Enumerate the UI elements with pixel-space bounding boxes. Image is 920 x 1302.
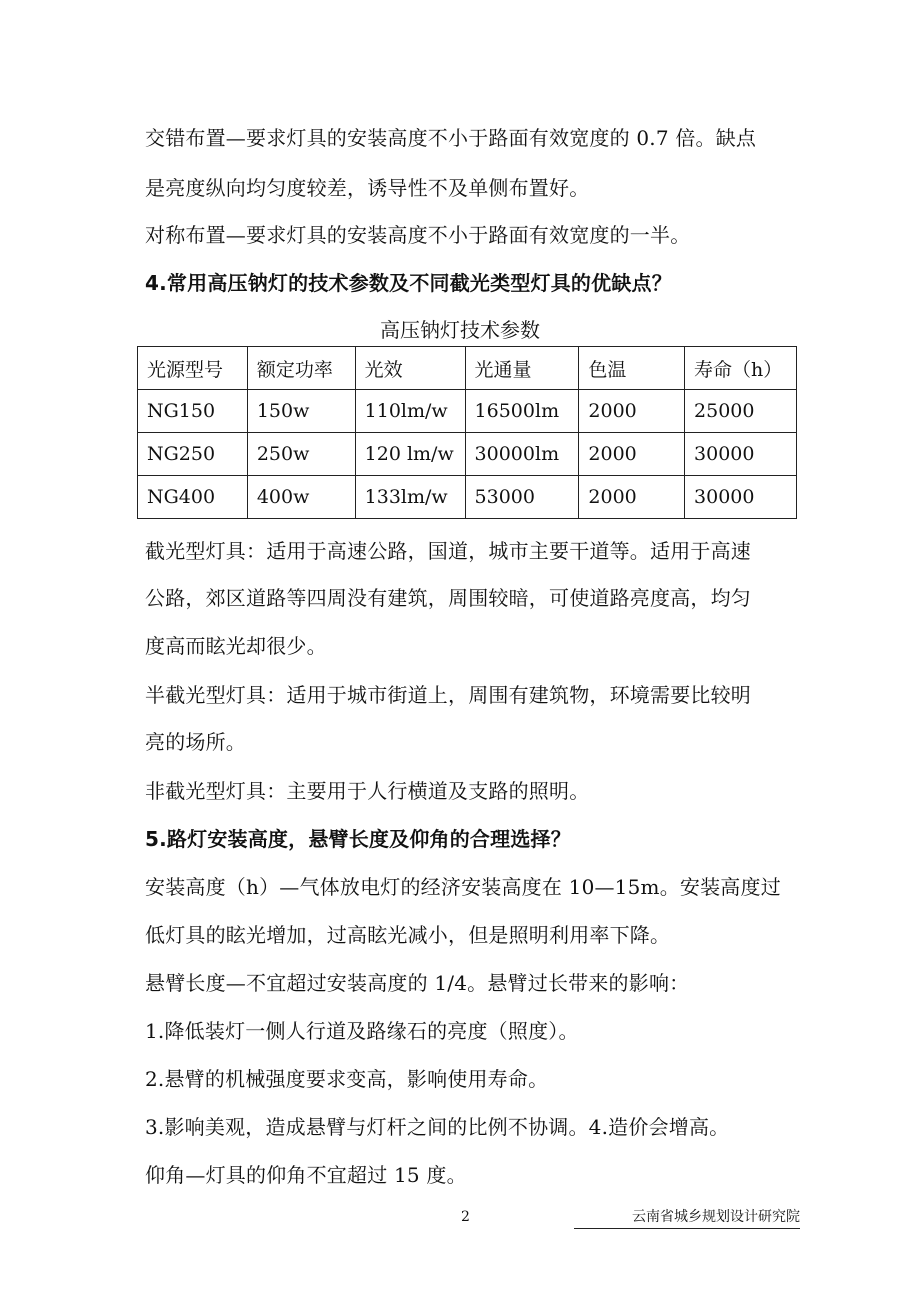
table-cell: NG250 xyxy=(138,433,248,476)
paragraph-mount-height-line2: 低灯具的眩光增加，过高眩光减小，但是照明利用率下降。 xyxy=(145,923,671,947)
table-cell: 2000 xyxy=(579,433,685,476)
table-cell: 25000 xyxy=(685,390,797,433)
table-row xyxy=(138,433,797,476)
section-heading-4: 4.常用高压钠灯的技术参数及不同截光类型灯具的优缺点？ xyxy=(145,271,672,295)
table-cell: 30000 xyxy=(685,476,797,519)
table-row xyxy=(138,390,797,433)
paragraph-cutoff-line1: 截光型灯具：适用于高速公路，国道，城市主要干道等。适用于高速 xyxy=(145,539,751,563)
table-cell: 400w xyxy=(247,476,355,519)
table-cell: 2000 xyxy=(579,476,685,519)
paragraph-symmetric: 对称布置—要求灯具的安装高度不小于路面有效宽度的一半。 xyxy=(145,223,691,247)
list-item-3-4: 3.影响美观，造成悬臂与灯杆之间的比例不协调。4.造价会增高。 xyxy=(145,1115,730,1139)
paragraph-non-cutoff: 非截光型灯具：主要用于人行横道及支路的照明。 xyxy=(145,779,590,803)
table-cell: 250w xyxy=(247,433,355,476)
table-cell: 133lm/w xyxy=(355,476,465,519)
table-header-cell: 光源型号 xyxy=(138,347,248,390)
table-header-cell: 光效 xyxy=(355,347,465,390)
paragraph-semi-cutoff-line1: 半截光型灯具：适用于城市街道上，周围有建筑物，环境需要比较明 xyxy=(145,683,751,707)
paragraph-semi-cutoff-line2: 亮的场所。 xyxy=(145,730,246,754)
table-header-cell: 光通量 xyxy=(465,347,579,390)
paragraph-cutoff-line3: 度高而眩光却很少。 xyxy=(145,634,327,658)
table-cell: 16500lm xyxy=(465,390,579,433)
table-header-row xyxy=(138,347,797,390)
table-cell: 120 lm/w xyxy=(355,433,465,476)
paragraph-cutoff-line2: 公路，郊区道路等四周没有建筑，周围较暗，可使道路亮度高，均匀 xyxy=(145,586,751,610)
sodium-lamp-parameter-table xyxy=(137,346,797,519)
table-cell: 110lm/w xyxy=(355,390,465,433)
list-item-2: 2.悬臂的机械强度要求变高，影响使用寿命。 xyxy=(145,1067,549,1091)
table-cell: NG150 xyxy=(138,390,248,433)
paragraph-elevation-angle: 仰角—灯具的仰角不宜超过 15 度。 xyxy=(145,1163,467,1187)
paragraph-staggered-line2: 是亮度纵向均匀度较差，诱导性不及单侧布置好。 xyxy=(145,176,590,200)
table-cell: 53000 xyxy=(465,476,579,519)
page-number: 2 xyxy=(461,1209,470,1225)
paragraph-mount-height-line1: 安装高度（h）—气体放电灯的经济安装高度在 10—15m。安装高度过 xyxy=(145,875,781,899)
list-item-1: 1.降低装灯一侧人行道及路缘石的亮度（照度）。 xyxy=(145,1019,579,1043)
table-cell: 150w xyxy=(247,390,355,433)
table-header-cell: 寿命（h） xyxy=(685,347,797,390)
paragraph-arm-length: 悬臂长度—不宜超过安装高度的 1/4。悬臂过长带来的影响： xyxy=(145,971,690,995)
table-cell: 2000 xyxy=(579,390,685,433)
table-cell: 30000lm xyxy=(465,433,579,476)
table-header-cell: 额定功率 xyxy=(247,347,355,390)
table-cell: 30000 xyxy=(685,433,797,476)
table-row xyxy=(138,476,797,519)
table-cell: NG400 xyxy=(138,476,248,519)
footer-organization: 云南省城乡规划设计研究院 xyxy=(574,1208,800,1229)
paragraph-staggered-line1: 交错布置—要求灯具的安装高度不小于路面有效宽度的 0.7 倍。缺点 xyxy=(145,126,757,150)
table-caption: 高压钠灯技术参数 xyxy=(380,318,540,342)
table-header-cell: 色温 xyxy=(579,347,685,390)
section-heading-5: 5.路灯安装高度，悬臂长度及仰角的合理选择？ xyxy=(145,827,571,851)
